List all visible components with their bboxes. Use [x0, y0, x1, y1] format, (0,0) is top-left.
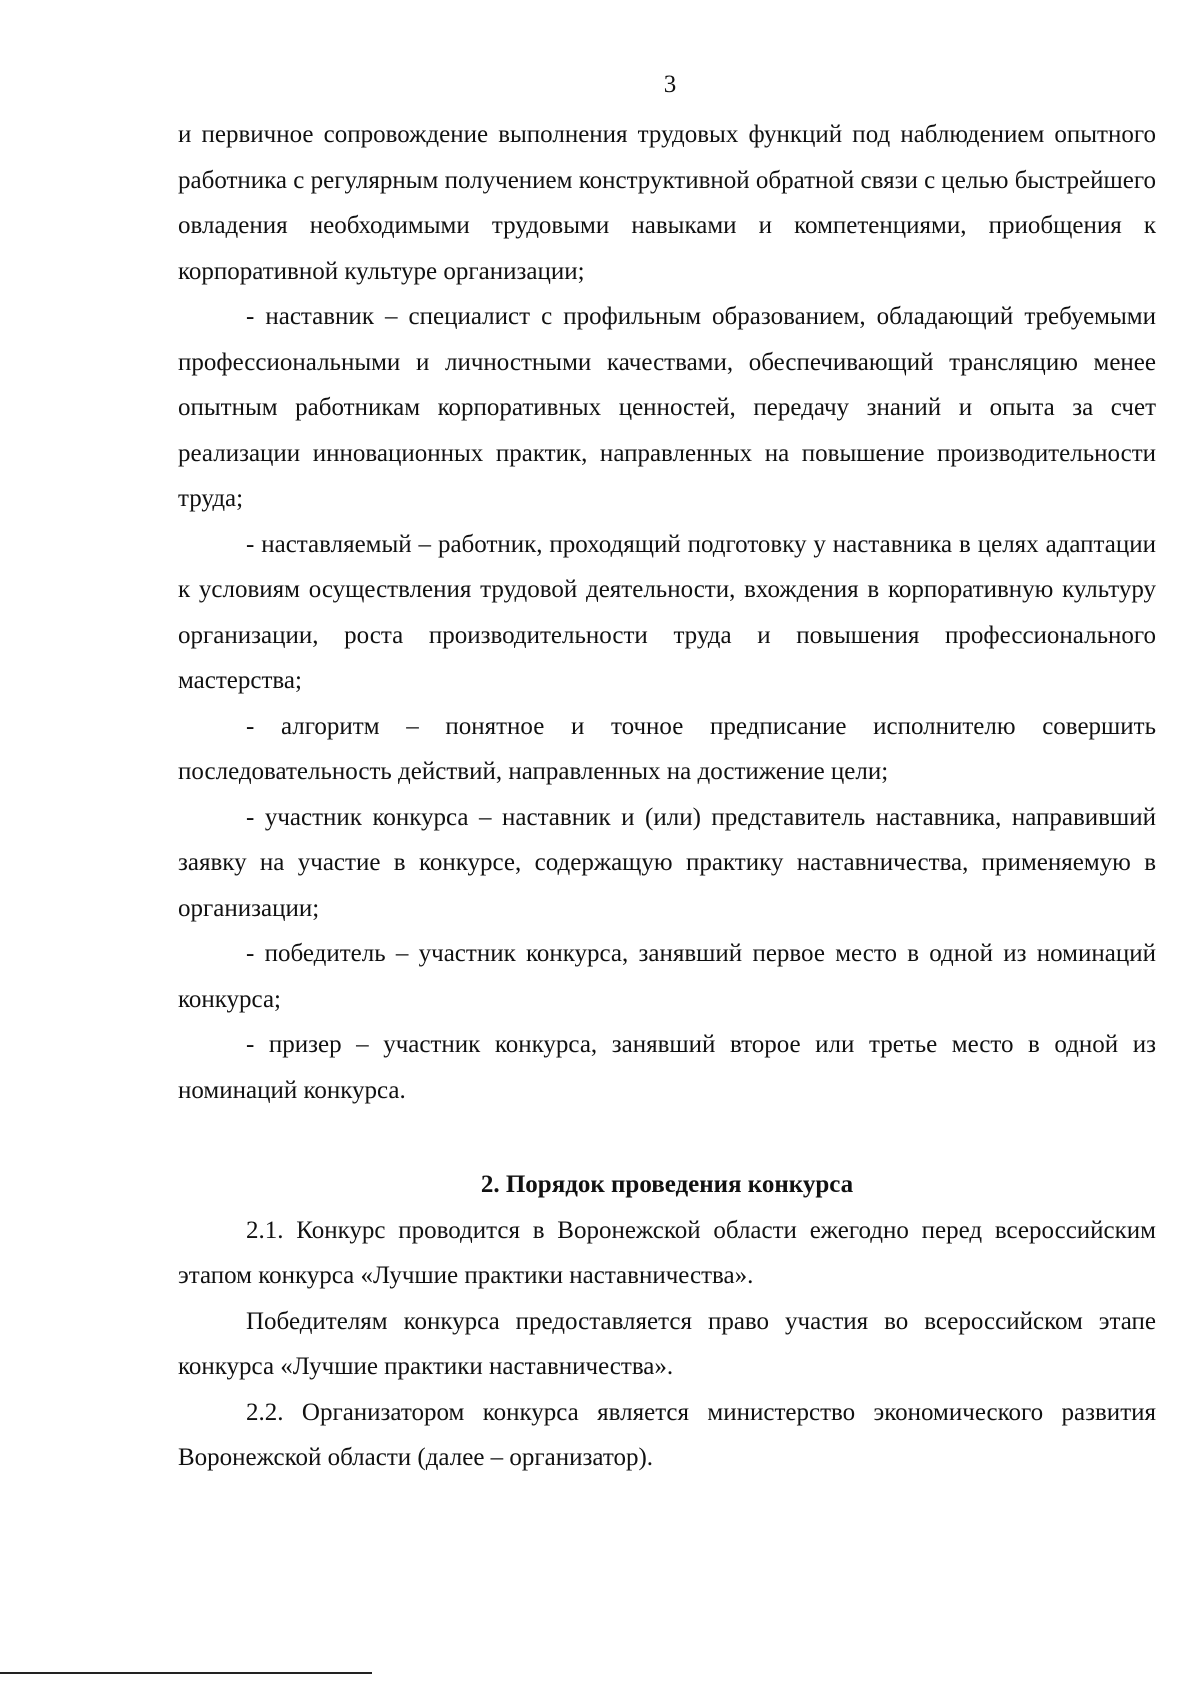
definition-algorithm: - алгоритм – понятное и точное предписание исполнителю совершить последовательность действий, направленных на достижение цели;	[178, 712, 1156, 785]
document-body	[178, 112, 1156, 1481]
section-paragraph-winners-right: Победителям конкурса предоставляется право участия во всероссийском этапе конкурса «Лучшие практики наставничества».	[178, 1307, 1156, 1380]
definition-paragraph-continuation: и первичное сопровождение выполнения трудовых функций под наблюдением опытного работника с регулярным получением конструктивной обратной связи с целью быстрейшего овладения необходимыми трудовыми навыками и компетенциями, приобщения к корпоративной культуре организации;	[178, 121, 1157, 285]
definition-winner: - победитель – участник конкурса, занявший первое место в одной из номинаций конкурса;	[178, 940, 1156, 1013]
page-number: 3	[663, 71, 677, 98]
definition-participant: - участник конкурса – наставник и (или) представитель наставника, направивший заявку на участие в конкурсе, содержащую практику наставничества, применяемую в организации;	[178, 803, 1156, 922]
section-heading: 2. Порядок проведения конкурса	[480, 1171, 854, 1198]
definition-prizewinner: - призер – участник конкурса, занявший второе или третье место в одной из номинаций конкурса.	[178, 1031, 1156, 1104]
definition-mentor: - наставник – специалист с профильным образованием, обладающий требуемыми профессиональными и личностными качествами, обеспечивающий трансляцию менее опытным работникам корпоративных ценностей, передачу знаний и опыта за счет реализации инновационных практик, направленных на повышение производительности труда;	[178, 303, 1156, 512]
section-paragraph-2-2: 2.2. Организатором конкурса является министерство экономического развития Воронежской области (далее – организатор).	[178, 1398, 1156, 1471]
footer-rule	[0, 1672, 372, 1674]
section-paragraph-2-1: 2.1. Конкурс проводится в Воронежской области ежегодно перед всероссийским этапом конкурса «Лучшие практики наставничества».	[178, 1216, 1156, 1289]
definition-mentee: - наставляемый – работник, проходящий подготовку у наставника в целях адаптации к условиям осуществления трудовой деятельности, вхождения в корпоративную культуру организации, роста производительности труда и повышения профессионального мастерства;	[178, 530, 1156, 694]
